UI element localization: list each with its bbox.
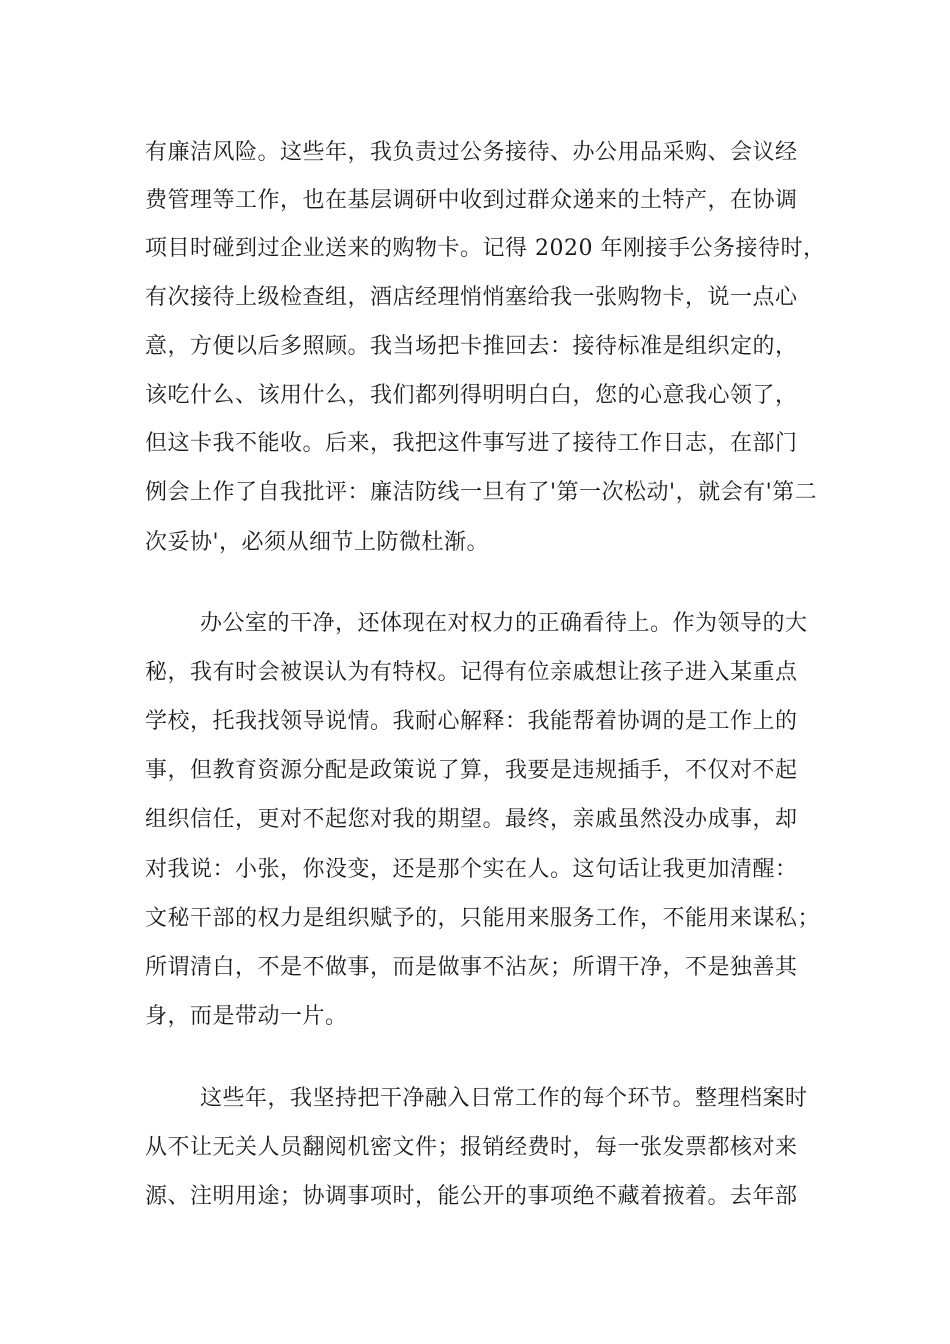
paragraph-2-line-5: 组织信任，更对不起您对我的期望。最终，亲戚虽然没办成事，却 [145,807,798,832]
paragraph-2-line-3: 学校，托我找领导说情。我耐心解释：我能帮着协调的是工作上的 [145,709,798,734]
paragraph-1-line-9: 次妥协'，必须从细节上防微杜渐。 [145,530,490,555]
paragraph-1-line-2: 费管理等工作，也在基层调研中收到过群众递来的土特产，在协调 [145,188,798,213]
paragraph-2-line-7: 文秘干部的权力是组织赋予的，只能用来服务工作，不能用来谋私； [145,906,821,931]
paragraph-1-line-4: 有次接待上级检查组，酒店经理悄悄塞给我一张购物卡，说一点心 [145,285,798,310]
paragraph-1-line-7: 但这卡我不能收。后来，我把这件事写进了接待工作日志，在部门 [145,431,798,456]
paragraph-2-line-8: 所谓清白，不是不做事，而是做事不沾灰；所谓干净，不是独善其 [145,955,798,980]
paragraph-1-line-6: 该吃什么、该用什么，我们都列得明明白白，您的心意我心领了， [145,383,798,408]
paragraph-2-line-1: 办公室的干净，还体现在对权力的正确看待上。作为领导的大 [200,611,808,636]
paragraph-2-line-2: 秘，我有时会被误认为有特权。记得有位亲戚想让孩子进入某重点 [145,660,798,685]
paragraph-3-line-3: 源、注明用途；协调事项时，能公开的事项绝不藏着掖着。去年部 [145,1184,798,1209]
paragraph-1-line-5: 意，方便以后多照顾。我当场把卡推回去：接待标准是组织定的， [145,334,798,359]
paragraph-1-line-8: 例会上作了自我批评：廉洁防线一旦有了'第一次松动'，就会有'第二 [145,480,818,505]
paragraph-2-line-4: 事，但教育资源分配是政策说了算，我要是违规插手，不仅对不起 [145,758,798,783]
paragraph-1-line-1: 有廉洁风险。这些年，我负责过公务接待、办公用品采购、会议经 [145,140,798,165]
paragraph-3-line-1: 这些年，我坚持把干净融入日常工作的每个环节。整理档案时 [200,1086,808,1111]
paragraph-2-line-6: 对我说：小张，你没变，还是那个实在人。这句话让我更加清醒： [145,857,798,882]
paragraph-1-line-3: 项目时碰到过企业送来的购物卡。记得 2020 年刚接手公务接待时， [145,236,826,261]
paragraph-3-line-2: 从不让无关人员翻阅机密文件；报销经费时，每一张发票都核对来 [145,1135,798,1160]
paragraph-2-line-9: 身，而是带动一片。 [145,1004,348,1029]
